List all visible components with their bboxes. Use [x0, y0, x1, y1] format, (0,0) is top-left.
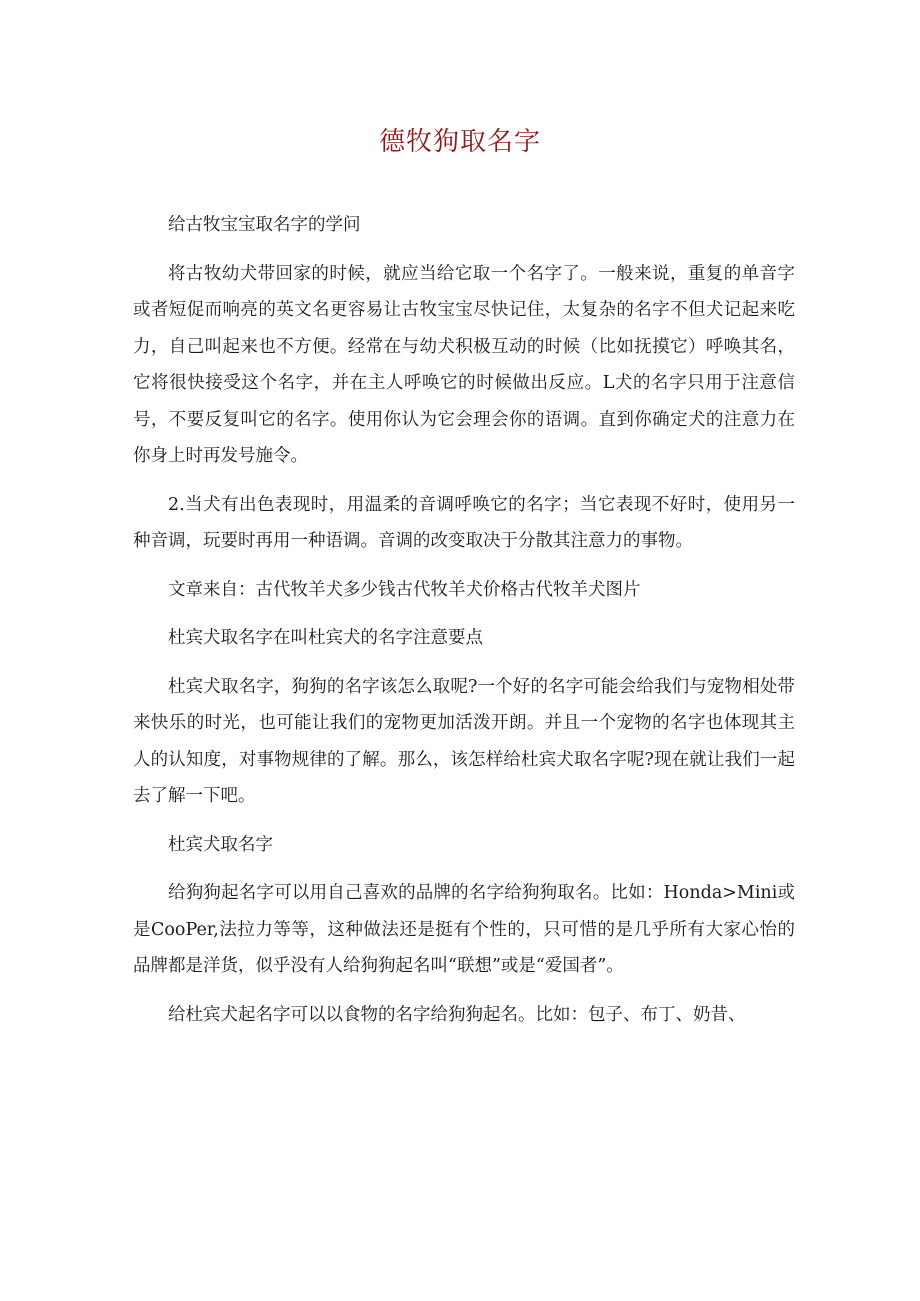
- document-body: [133, 207, 795, 1045]
- paragraph-6: 杜宾犬取名字，狗狗的名字该怎么取呢?一个好的名字可能会给我们与宠物相处带来快乐的时光，也可能让我们的宠物更加活泼开朗。并且一个宠物的名字也体现其主人的认知度，对事物规律的了解。那么，该怎样给杜宾犬取名字呢?现在就让我们一起去了解一下吧。: [133, 676, 795, 806]
- paragraph-1: 给古牧宝宝取名字的学问: [168, 215, 361, 235]
- paragraph-subheading: 杜宾犬取名字: [168, 834, 273, 855]
- paragraph-source: 文章来自：古代牧羊犬多少钱古代牧羊犬价格古代牧羊犬图片: [168, 579, 641, 600]
- paragraph-heading-doberman: 杜宾犬取名字在叫杜宾犬的名字注意要点: [168, 628, 483, 648]
- paragraph-3: 2.当犬有出色表现时，用温柔的音调呼唤它的名字；当它表现不好时，使用另一种音调，玩要时再用一种语调。音调的改变取决于分散其注意力的事物。: [133, 494, 795, 551]
- paragraph-8: 给狗狗起名字可以用自己喜欢的品牌的名字给狗狗取名。比如：Honda>Mini或是CooPer,法拉力等等，这种做法还是挺有个性的，只可惜的是几乎所有大家心怡的品牌都是洋货，似乎没有人给狗狗起名叫“联想”或是“爱国者”。: [133, 883, 795, 976]
- page-title: 德牧狗取名字: [378, 127, 541, 157]
- paragraph-9: 给杜宾犬起名字可以以食物的名字给狗狗起名。比如：包子、布丁、奶昔、: [168, 1004, 746, 1025]
- paragraph-2: 将古牧幼犬带回家的时候，就应当给它取一个名字了。一般来说，重复的单音字或者短促而响亮的英文名更容易让古牧宝宝尽快记住，太复杂的名字不但犬记起来吃力，自己叫起来也不方便。经常在与幼犬积极互动的时候（比如抚摸它）呼唤其名，它将很快接受这个名字，并在主人呼唤它的时候做出反应。L犬的名字只用于注意信号，不要反复叫它的名字。使用你认为它会理会你的语调。直到你确定犬的注意力在你身上时再发号施令。: [133, 263, 795, 466]
